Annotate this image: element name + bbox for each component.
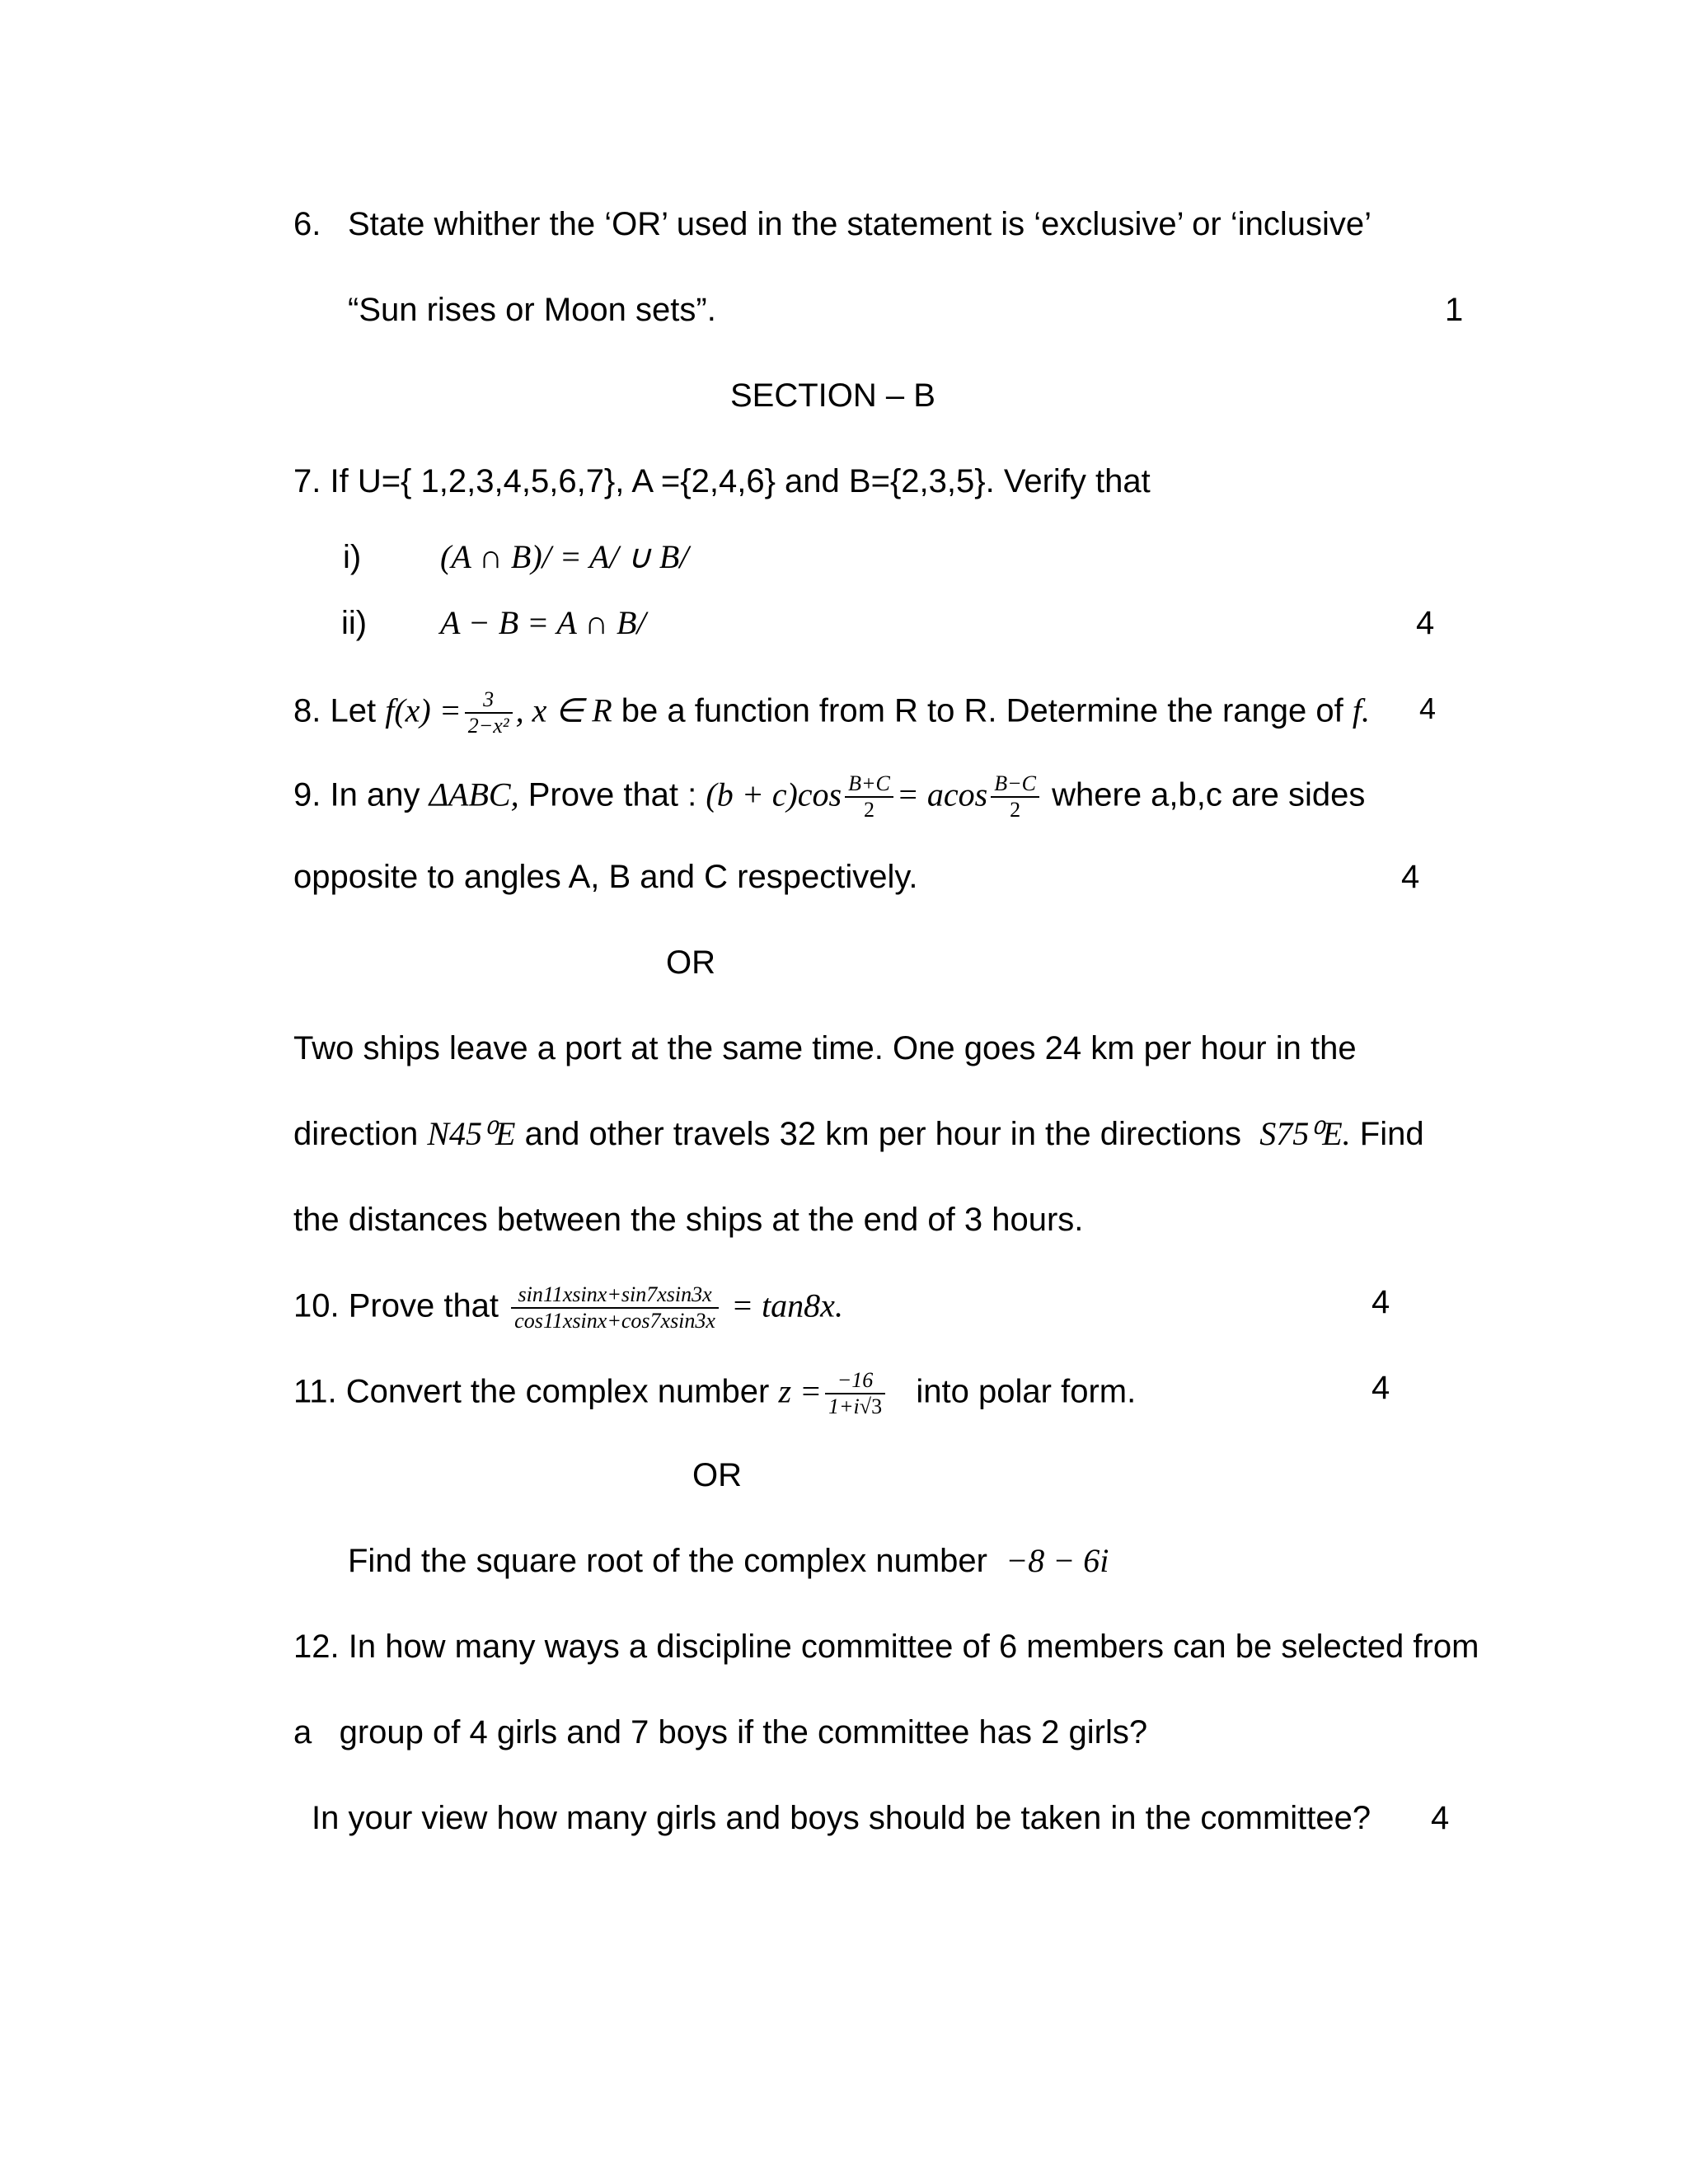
q9-fraction-1-numerator: B+C: [848, 771, 890, 795]
q6-text-line2: “Sun rises or Moon sets”.: [348, 292, 716, 328]
q9-or: OR: [666, 944, 715, 981]
q8-f: f.: [1352, 691, 1370, 729]
q9-rhs: = acos: [896, 776, 988, 813]
q11-z: z =: [778, 1372, 823, 1410]
q10-fraction-numerator: sin11xsinx+sin7xsin3x: [518, 1282, 712, 1306]
q11-fraction-denominator: [825, 1393, 885, 1419]
q8-function: f(x) =: [385, 691, 462, 729]
q12-line3: In your view how many girls and boys should be taken in the committee?: [312, 1800, 1372, 1836]
q7-marks: 4: [1416, 605, 1435, 641]
q11-line: [293, 1368, 1136, 1419]
q9-alt-line3: the distances between the ships at the end of 3 hours.: [293, 1202, 1084, 1238]
q7-ii-label: ii): [341, 605, 368, 641]
q8-line: [293, 687, 1370, 738]
q9-lhs: (b + c)cos: [706, 776, 842, 813]
q11-suffix: into polar form.: [916, 1373, 1137, 1410]
q8-fraction-denominator: 2−x²: [465, 712, 513, 738]
q9-suffix: where a,b,c are sides: [1052, 776, 1366, 813]
q9-fraction-2-denominator: 2: [991, 796, 1039, 823]
q11-fraction: [825, 1368, 885, 1419]
q9-alt-find: Find: [1359, 1116, 1424, 1152]
q9-prefix: 9. In any: [293, 776, 420, 813]
q6-number: 6.: [293, 206, 321, 242]
q12-line1: 12. In how many ways a discipline committee of 6 members can be selected from: [293, 1629, 1479, 1665]
q9-alt-line2: [293, 1114, 1424, 1154]
q11-prefix: 11. Convert the complex number: [293, 1373, 770, 1410]
q11-fraction-numerator: −16: [837, 1368, 874, 1392]
section-b-heading: SECTION – B: [730, 377, 935, 414]
q8-prefix: 8. Let: [293, 692, 377, 729]
q11-marks: 4: [1372, 1370, 1390, 1406]
q9-prove: Prove that :: [528, 776, 697, 813]
q9-fraction-2-numerator: B−C: [994, 771, 1036, 795]
q7-ii-expression: A − B = A ∩ B/: [440, 604, 646, 641]
q9-alt-line1: Two ships leave a port at the same time. One goes 24 km per hour in the: [293, 1030, 1357, 1066]
q11-den-sqrt: √3: [859, 1394, 883, 1418]
q8-domain: , x ∈ R: [515, 691, 612, 729]
q11-den-part-1: 1+i: [828, 1394, 860, 1418]
q9-line2: opposite to angles A, B and C respectively.: [293, 859, 918, 895]
q10-fraction-denominator: cos11xsinx+cos7xsin3x: [511, 1307, 719, 1333]
q9-fraction-2: [991, 771, 1039, 823]
q11-alt-text: Find the square root of the complex number: [348, 1543, 987, 1579]
q8-fraction-numerator: 3: [483, 687, 495, 711]
q9-fraction-1-denominator: 2: [845, 796, 893, 823]
q7-stem: 7. If U={ 1,2,3,4,5,6,7}, A ={2,4,6} and B={2,3,5}. Verify that: [293, 463, 1151, 499]
q8-marks: 4: [1419, 691, 1437, 725]
q8-text: be a function from R to R. Determine the range of: [621, 692, 1343, 729]
q11-alt-line: [348, 1541, 1109, 1581]
q10-rhs: = tan8x.: [731, 1286, 843, 1324]
q9-line1: [293, 771, 1365, 823]
q10-line: [293, 1282, 843, 1333]
q12-marks: 4: [1431, 1800, 1450, 1836]
q9-alt-direction-label: direction: [293, 1116, 419, 1152]
q7-i-expression: (A ∩ B)/ = A/ ∪ B/: [440, 538, 689, 575]
q9-alt-direction-2: S75⁰E.: [1259, 1115, 1351, 1152]
q10-prefix: 10. Prove that: [293, 1287, 499, 1324]
q11-alt-expression: −8 − 6i: [1006, 1542, 1109, 1579]
q6-text-line1: State whither the ‘OR’ used in the statement is ‘exclusive’ or ‘inclusive’: [348, 206, 1372, 242]
q9-triangle: ΔABC,: [429, 776, 519, 813]
q9-alt-text: and other travels 32 km per hour in the directions: [524, 1116, 1241, 1152]
q12-line2: a group of 4 girls and 7 boys if the committee has 2 girls?: [293, 1714, 1148, 1750]
q7-i-label: i): [343, 539, 362, 575]
q9-fraction-1: [845, 771, 893, 823]
q11-or: OR: [692, 1457, 742, 1493]
q8-fraction: [465, 687, 513, 738]
q9-alt-direction-1: N45⁰E: [427, 1115, 516, 1152]
q9-marks: 4: [1401, 859, 1420, 895]
q6-marks: 1: [1445, 292, 1464, 328]
q10-marks: 4: [1372, 1284, 1390, 1320]
q10-fraction: [511, 1282, 719, 1333]
